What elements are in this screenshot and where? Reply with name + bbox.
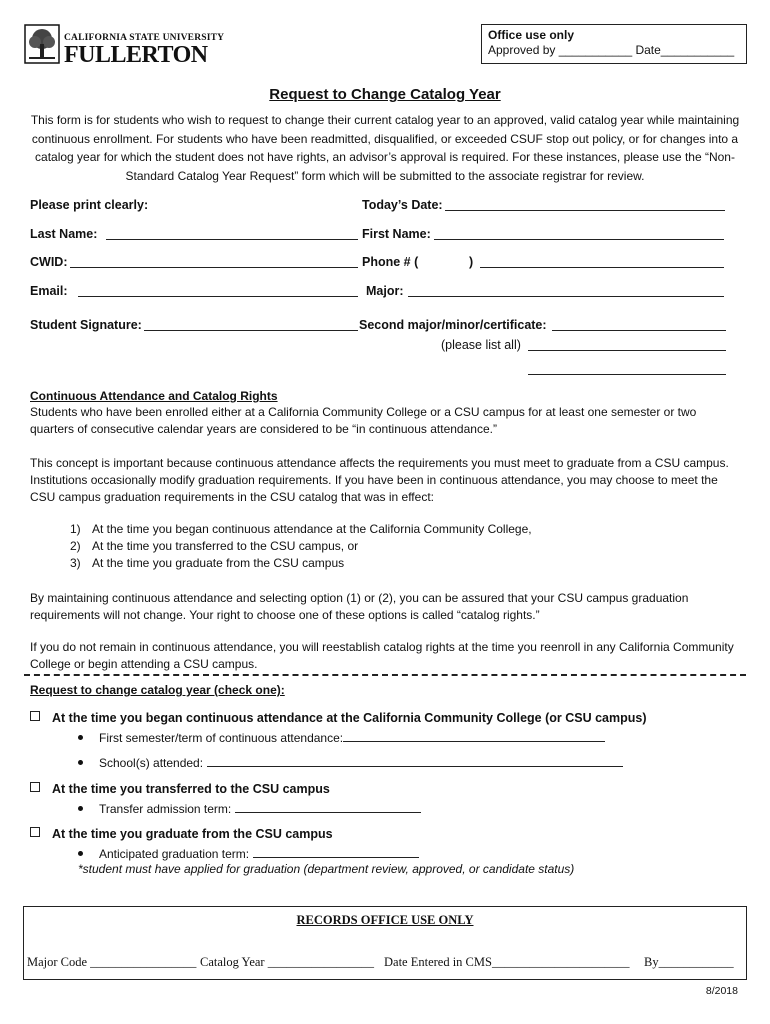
student-signature-field[interactable]	[144, 318, 358, 331]
student-signature-label: Student Signature:	[30, 318, 142, 332]
todays-date-field[interactable]	[445, 198, 725, 211]
option-1-first-term-row	[78, 729, 605, 745]
continuous-attendance-heading: Continuous Attendance and Catalog Rights	[30, 389, 278, 403]
option-1-first-term-label: First semester/term of continuous attendance:	[99, 731, 344, 745]
major-label: Major:	[366, 284, 404, 298]
second-major-field-3[interactable]	[528, 362, 726, 375]
option-1-label: At the time you began continuous attendance at the California Community College (or CSU campus)	[52, 711, 647, 725]
option-1-schools-row	[78, 754, 623, 770]
records-office-title: RECORDS OFFICE USE ONLY	[296, 913, 474, 927]
campus-name: FULLERTON	[64, 42, 208, 68]
option-2-term-label: Transfer admission term:	[99, 802, 232, 816]
option-3-label: At the time you graduate from the CSU campus	[52, 827, 333, 841]
first-term-field[interactable]	[343, 729, 605, 742]
request-heading: Request to change catalog year (check one):	[30, 683, 285, 697]
option-2-checkbox[interactable]	[30, 782, 40, 792]
last-name-label: Last Name:	[30, 227, 98, 241]
catalog-year-field[interactable]: Catalog Year _________________	[200, 955, 374, 969]
graduation-term-field[interactable]	[253, 845, 419, 858]
option-1-checkbox[interactable]	[30, 711, 40, 721]
bullet-icon	[78, 851, 83, 856]
intro-paragraph: This form is for students who wish to request to change their current catalog year to an approved, valid catalog year while maintaining continuous enrollment. For students who have been readmitted, disqualified, or exceeded CSUF stop out policy, or for changes into a catalog year for which the student does not have rights, an advisor’s approval is required. For these instances, please use the “Non-Standard Catalog Year Request” form which will be submitted to the associate registrar for review.	[30, 113, 740, 183]
phone-close-paren: )	[469, 255, 474, 269]
first-name-field[interactable]	[434, 227, 724, 240]
option-1-schools-label: School(s) attended:	[99, 756, 204, 770]
option-3-checkbox[interactable]	[30, 827, 40, 837]
bullet-icon	[78, 806, 83, 811]
continuous-paragraph-1: Students who have been enrolled either at a California Community College or a CSU campus for at least one semester or two quarters of consecutive calendar years are considered to be “in continuous attendance.”	[30, 405, 697, 436]
list-item: 3) At the time you graduate from the CSU campus	[70, 556, 345, 570]
schools-attended-field[interactable]	[207, 754, 623, 767]
office-use-title: Office use only	[488, 28, 575, 42]
option-1-row	[30, 711, 647, 725]
university-name: CALIFORNIA STATE UNIVERSITY	[64, 33, 225, 43]
email-field[interactable]	[78, 284, 358, 297]
option-2-term-row	[78, 800, 421, 816]
option-3-row	[30, 827, 333, 841]
todays-date-label: Today’s Date:	[362, 198, 443, 212]
please-list-all-label: (please list all)	[441, 338, 521, 352]
last-name-field[interactable]	[106, 227, 358, 240]
catalog-options-list	[70, 521, 720, 572]
bullet-icon	[78, 760, 83, 765]
option-2-label: At the time you transferred to the CSU campus	[52, 782, 330, 796]
office-use-box	[481, 24, 747, 64]
transfer-term-field[interactable]	[235, 800, 421, 813]
continuous-paragraph-3: By maintaining continuous attendance and selecting option (1) or (2), you can be assured that your CSU campus graduation requirements will not change. Your right to choose one of these options is called “catalog rights.”	[30, 591, 689, 622]
option-3-term-label: Anticipated graduation term:	[99, 847, 250, 861]
form-title: Request to Change Catalog Year	[269, 86, 501, 103]
university-seal-icon	[24, 24, 60, 64]
approved-by-line: Approved by ___________ Date___________	[488, 43, 735, 57]
date-entered-field[interactable]: Date Entered in CMS______________________	[384, 955, 630, 969]
cwid-field[interactable]	[70, 255, 358, 268]
cwid-label: CWID:	[30, 255, 68, 269]
bullet-icon	[78, 735, 83, 740]
first-name-label: First Name:	[362, 227, 431, 241]
print-clearly-label: Please print clearly:	[30, 198, 149, 212]
phone-field[interactable]	[480, 255, 724, 268]
by-field[interactable]: By____________	[644, 955, 734, 969]
csuf-logo	[24, 24, 234, 68]
option-3-term-row	[78, 845, 419, 861]
continuous-paragraph-4: If you do not remain in continuous attendance, you will reestablish catalog rights at the time you reenroll in any California Community College or begin attending a CSU campus.	[30, 640, 734, 671]
graduation-note: *student must have applied for graduation (department review, approved, or candidate status)	[78, 862, 575, 876]
option-2-row	[30, 782, 330, 796]
major-code-field[interactable]: Major Code _________________	[27, 955, 197, 969]
list-item: 1) At the time you began continuous attendance at the California Community College,	[70, 522, 532, 536]
major-field[interactable]	[408, 284, 724, 297]
list-item: 2) At the time you transferred to the CSU campus, or	[70, 539, 359, 553]
second-major-field-2[interactable]	[528, 338, 726, 351]
records-office-box	[23, 906, 747, 980]
revision-date: 8/2018	[705, 985, 738, 997]
second-major-label: Second major/minor/certificate:	[359, 318, 547, 332]
email-label: Email:	[30, 284, 68, 298]
section-divider	[24, 674, 746, 676]
continuous-paragraph-2: This concept is important because continuous attendance affects the requirements you must meet to graduate from a CSU campus. Institutions occasionally modify graduation requirements. If you have been in continuous attendance, you may choose to meet the CSU campus graduation requirements in the CSU catalog that was in effect:	[30, 456, 729, 504]
phone-label: Phone # (	[362, 255, 419, 269]
second-major-field[interactable]	[552, 318, 726, 331]
